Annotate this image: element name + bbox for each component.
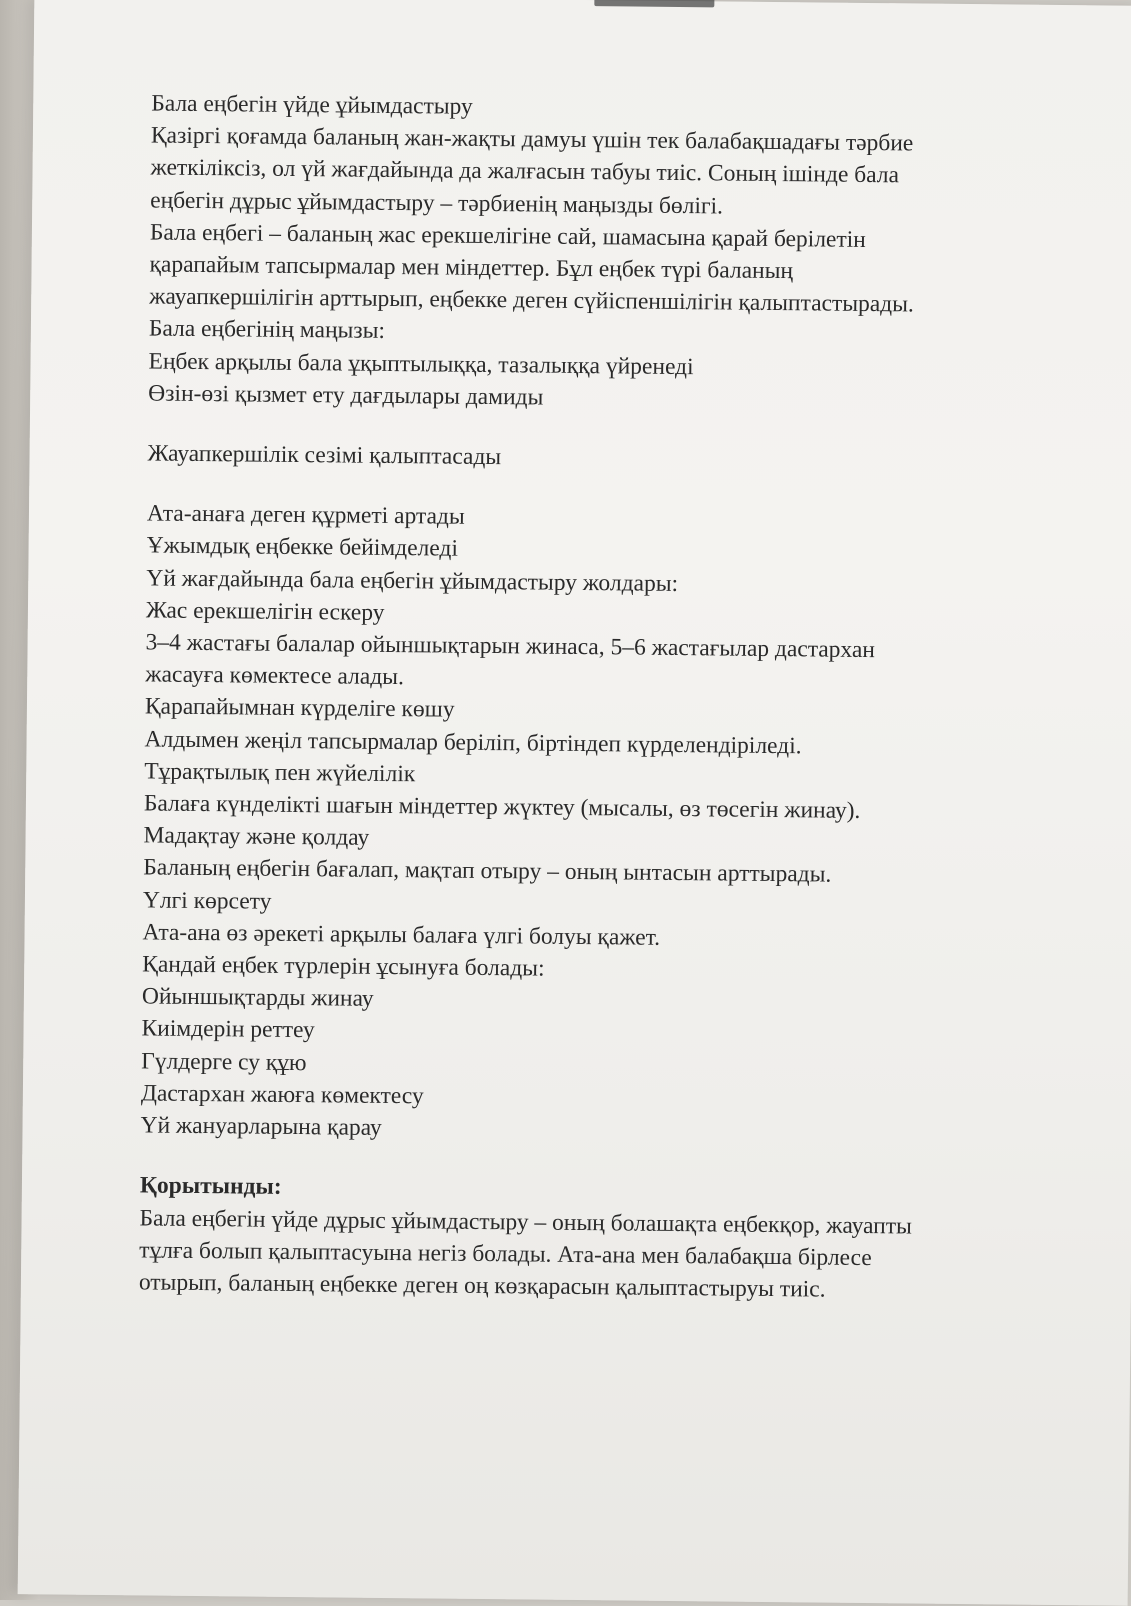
conclusion-heading: Қорытынды: [139,1172,282,1201]
conclusion-line: отырып, баланың еңбекке деген оң көзқарасын қалыптастыруы тиіс. [138,1269,826,1303]
intro-line: Бала еңбегі – баланың жас ерекшелігіне сай, шамасына қарай берілетін [149,219,866,253]
ways-line: Ата-ана өз әрекеті арқылы балаға үлгі болуы қажет. [142,919,661,951]
ways-line: Балаға күнделікті шағын міндеттер жүктеу (мысалы, өз төсегін жинау). [143,790,861,824]
ways-line: Тұрақтылық пен жүйелілік [144,758,416,788]
intro-line: жауапкершілігін арттырып, еңбекке деген сүйіспеншілігін қалыптастырады. [149,283,914,318]
intro-line: жеткіліксіз, ол үй жағдайында да жалғасын табуы тиіс. Соның ішінде бала [150,154,900,189]
types-item: Үй жануарларына қарау [140,1112,382,1142]
top-edge-mark [594,0,714,7]
intro-line: еңбегін дұрыс ұйымдастыру – тәрбиенің маңызды бөлігі. [150,187,724,220]
document-title: Бала еңбегін үйде ұйымдастыру [151,90,473,120]
importance-item: Ата-анаға деген құрметі артады [146,500,465,531]
ways-heading: Үй жағдайында бала еңбегін ұйымдастыру жолдары: [146,565,679,597]
document-body [139,87,1112,1308]
conclusion-line: тұлға болып қалыптасуына негіз болады. Ата-ана мен балабақша бірлесе [139,1237,872,1271]
types-item: Киімдерін реттеу [141,1015,315,1044]
types-heading: Қандай еңбек түрлерін ұсынуға болады: [142,951,545,982]
types-item: Гүлдерге су құю [141,1048,307,1076]
ways-line: Баланың еңбегін бағалап, мақтап отыру – оның ынтасын арттырады. [143,854,832,889]
ways-line: Алдымен жеңіл тапсырмалар беріліп, біртіндеп күрделендіріледі. [144,726,802,759]
ways-line: 3–4 жастағы балалар ойыншықтарын жинаса, 5–6 жастағылар дастархан [145,629,876,664]
importance-item: Еңбек арқылы бала ұқыптылыққа, тазалыққа үйренеді [148,348,694,380]
paper-sheet [18,0,1131,1606]
ways-line: Үлгі көрсету [142,887,272,915]
ways-line: жасауға көмектесе алады. [145,661,405,691]
intro-line: Қазіргі қоғамда баланың жан-жақты дамуы үшін тек балабақшадағы тәрбие [150,122,914,157]
importance-item: Жауапкершілік сезімі қалыптасады [147,440,502,471]
importance-item: Өзін-өзі қызмет ету дағдылары дамиды [148,380,544,411]
conclusion-line: Бала еңбегін үйде дұрыс ұйымдастыру – оның болашақта еңбекқор, жауапты [139,1204,913,1239]
importance-heading: Бала еңбегінің маңызы: [148,315,386,345]
types-item: Ойыншықтарды жинау [141,983,374,1013]
ways-line: Жас ерекшелігін ескеру [145,597,385,626]
importance-item: Ұжымдық еңбекке бейімделеді [146,532,459,563]
intro-line: қарапайым тапсырмалар мен міндеттер. Бұл еңбек түрі баланың [149,251,794,285]
ways-line: Қарапайымнан күрделіге көшу [144,693,455,724]
types-item: Дастархан жаюға көмектесу [140,1080,424,1110]
ways-line: Мадақтау және қолдау [143,822,370,852]
